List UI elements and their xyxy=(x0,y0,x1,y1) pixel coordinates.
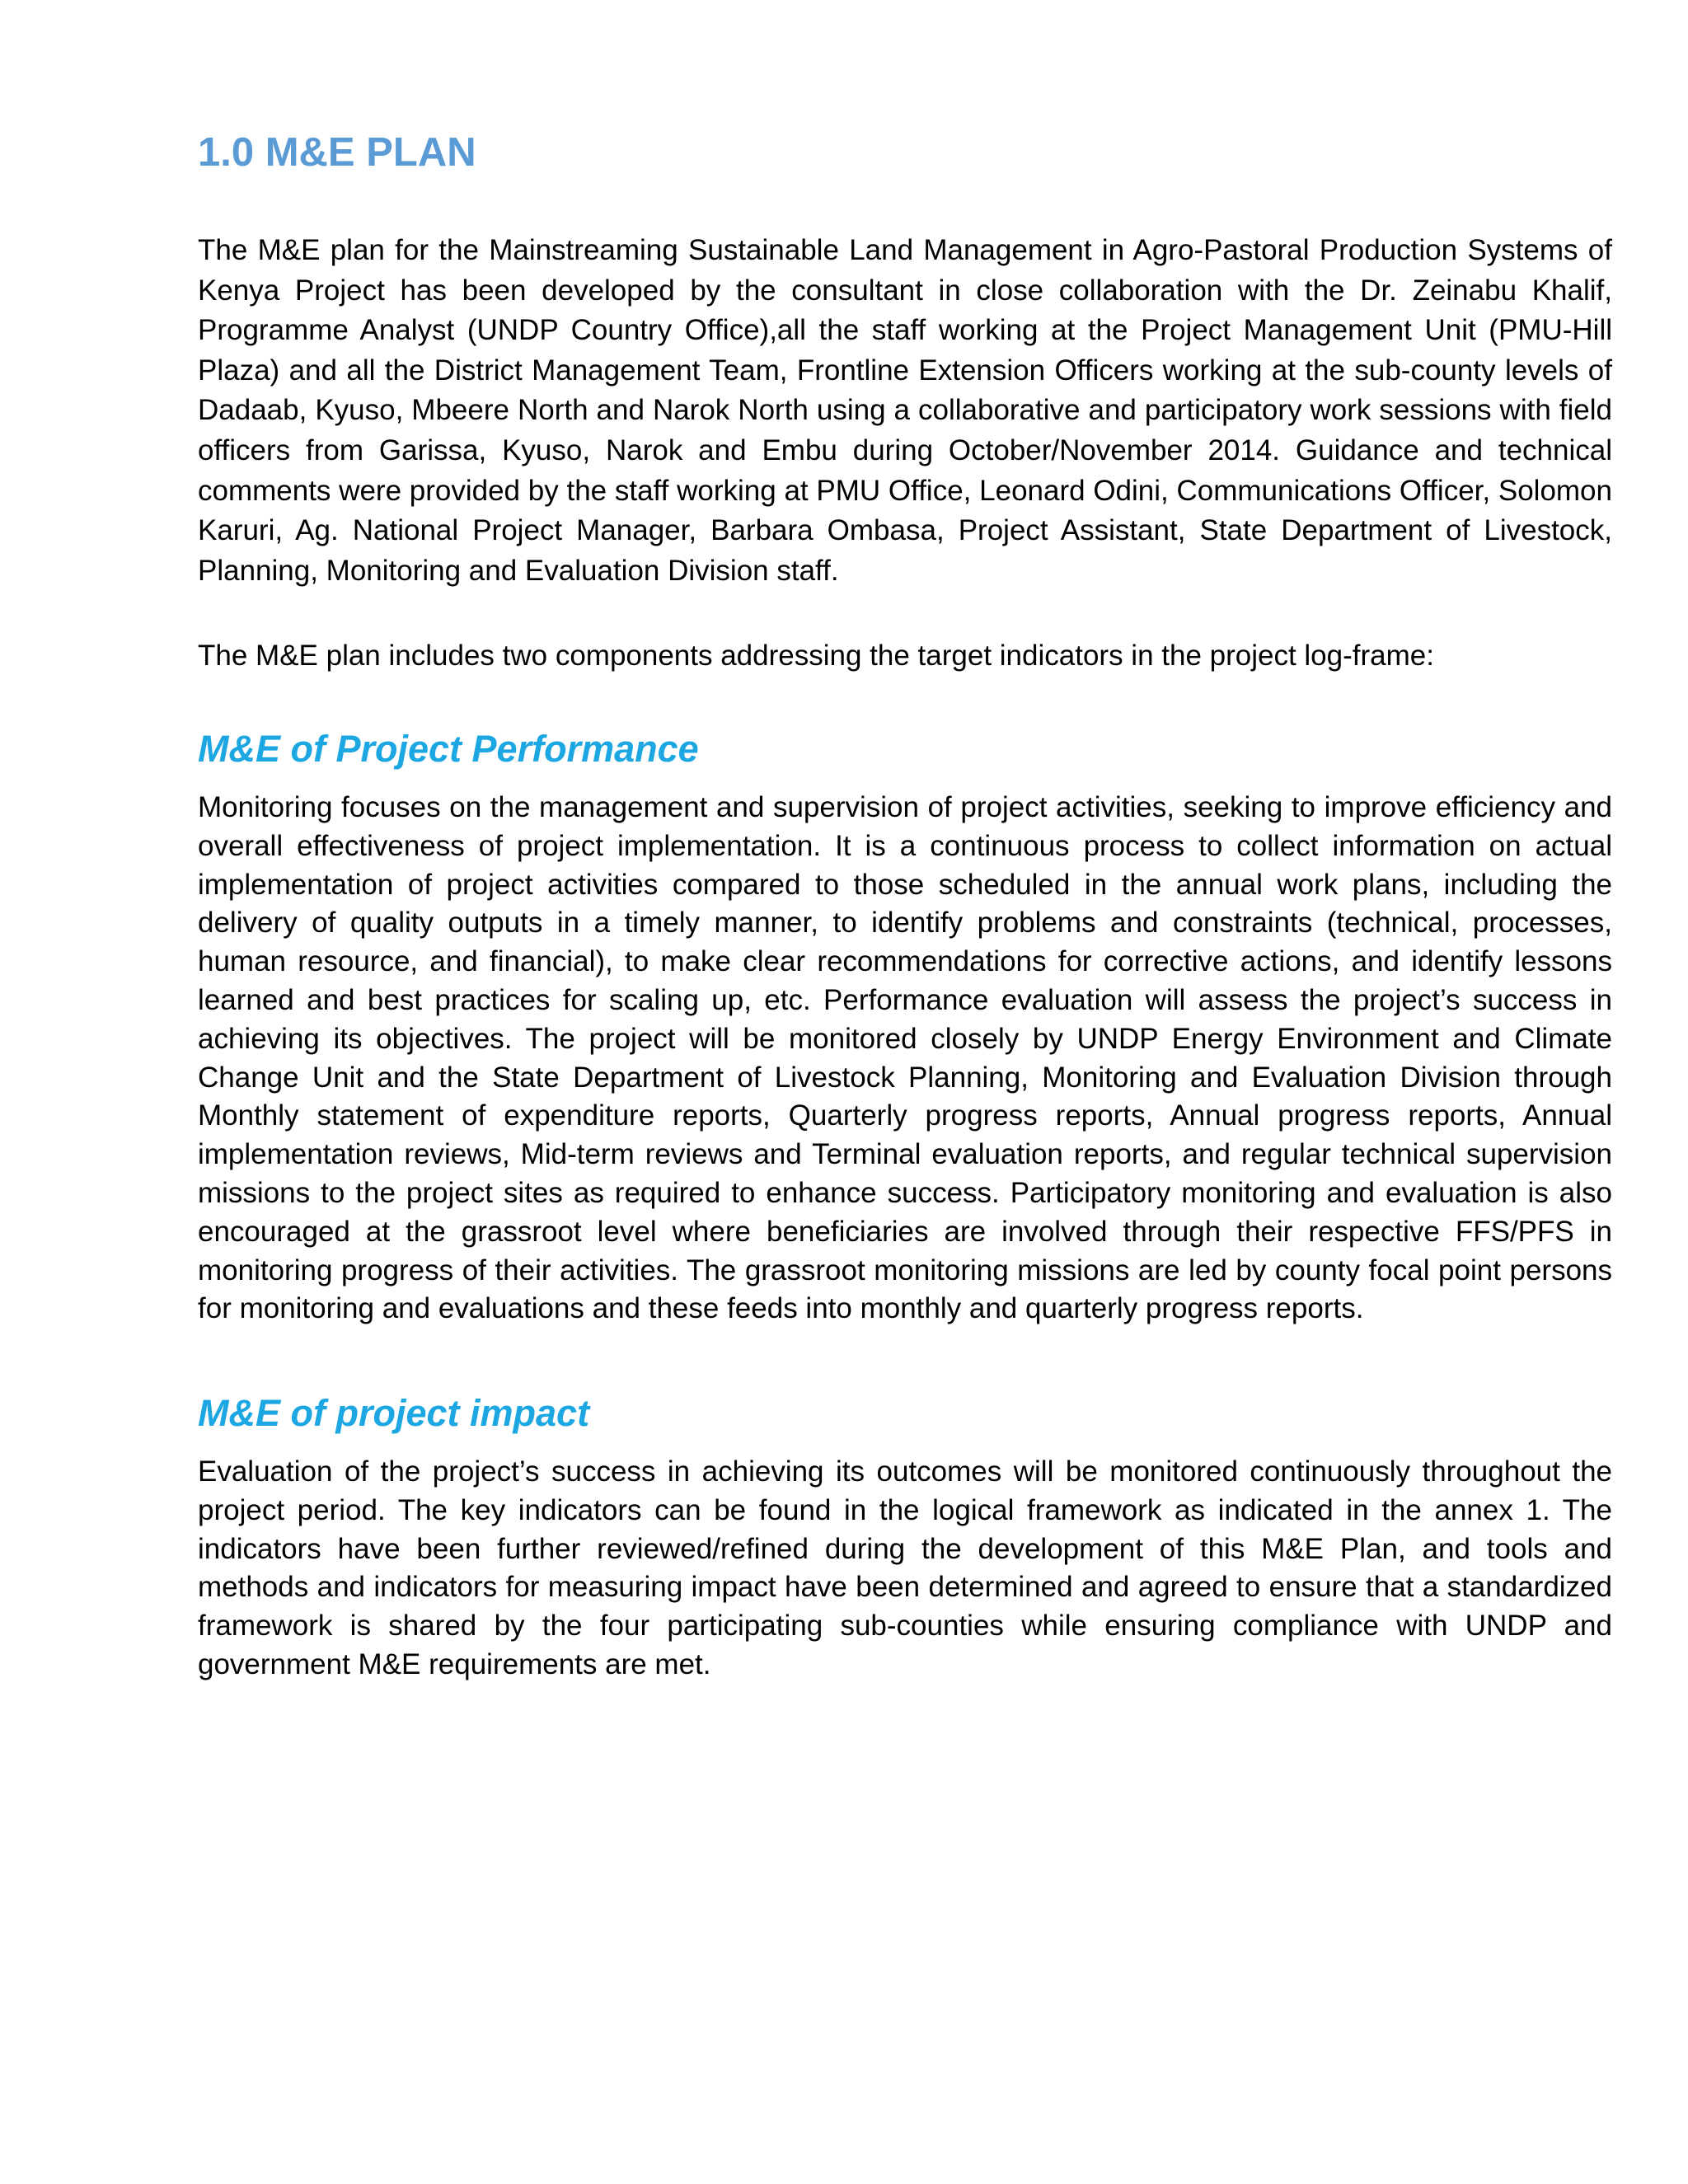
section-body-impact: Evaluation of the project’s success in achieving its outcomes will be monitored continuously throughout the project period. The key indicators can be found in the logical framework as indicated in the annex 1. The indicators have been further reviewed/refined during the development of this M&E Plan, and tools and methods and indicators for measuring impact have been determined and agreed to ensure that a standardized framework is shared by the four participating sub-counties while ensuring compliance with UNDP and government M&E requirements are met. xyxy=(198,1455,1612,1681)
document-content xyxy=(198,128,1612,1685)
section-heading-impact: M&E of project impact xyxy=(198,1392,590,1435)
section-heading-performance: M&E of Project Performance xyxy=(198,727,699,770)
intro-paragraph: The M&E plan for the Mainstreaming Sustainable Land Management in Agro-Pastoral Production Systems of Kenya Project has been developed by the consultant in close collaboration with the Dr. Zeinabu Khalif, Programme Analyst (UNDP Country Office),all the staff working at the Project Management Unit (PMU-Hill Plaza) and all the District Management Team, Frontline Extension Officers working at the sub-county levels of Dadaab, Kyuso, Mbeere North and Narok North using a collaborative and participatory work sessions with field officers from Garissa, Kyuso, Narok and Embu during October/November 2014. Guidance and technical comments were provided by the staff working at PMU Office, Leonard Odini, Communications Officer, Solomon Karuri, Ag. National Project Manager, Barbara Ombasa, Project Assistant, State Department of Livestock, Planning, Monitoring and Evaluation Division staff. xyxy=(198,234,1612,587)
components-paragraph: The M&E plan includes two components addressing the target indicators in the project log-frame: xyxy=(198,640,1434,673)
page-title: 1.0 M&E PLAN xyxy=(198,130,476,175)
section-body-performance: Monitoring focuses on the management and supervision of project activities, seeking to improve efficiency and overall effectiveness of project implementation. It is a continuous process to collect information on actual implementation of project activities compared to those scheduled in the annual work plans, including the delivery of quality outputs in a timely manner, to identify problems and constraints (technical, processes, human resource, and financial), to make clear recommendations for corrective actions, and identify lessons learned and best practices for scaling up, etc. Performance evaluation will assess the project’s success in achieving its objectives. The project will be monitored closely by UNDP Energy Environment and Climate Change Unit and the State Department of Livestock Planning, Monitoring and Evaluation Division through Monthly statement of expenditure reports, Quarterly progress reports, Annual progress reports, Annual implementation reviews, Mid-term reviews and Terminal evaluation reports, and regular technical supervision missions to the project sites as required to enhance success. Participatory monitoring and evaluation is also encouraged at the grassroot level where beneficiaries are involved through their respective FFS/PFS in monitoring progress of their activities. The grassroot monitoring missions are led by county focal point persons for monitoring and evaluations and these feeds into monthly and quarterly progress reports. xyxy=(198,790,1612,1325)
